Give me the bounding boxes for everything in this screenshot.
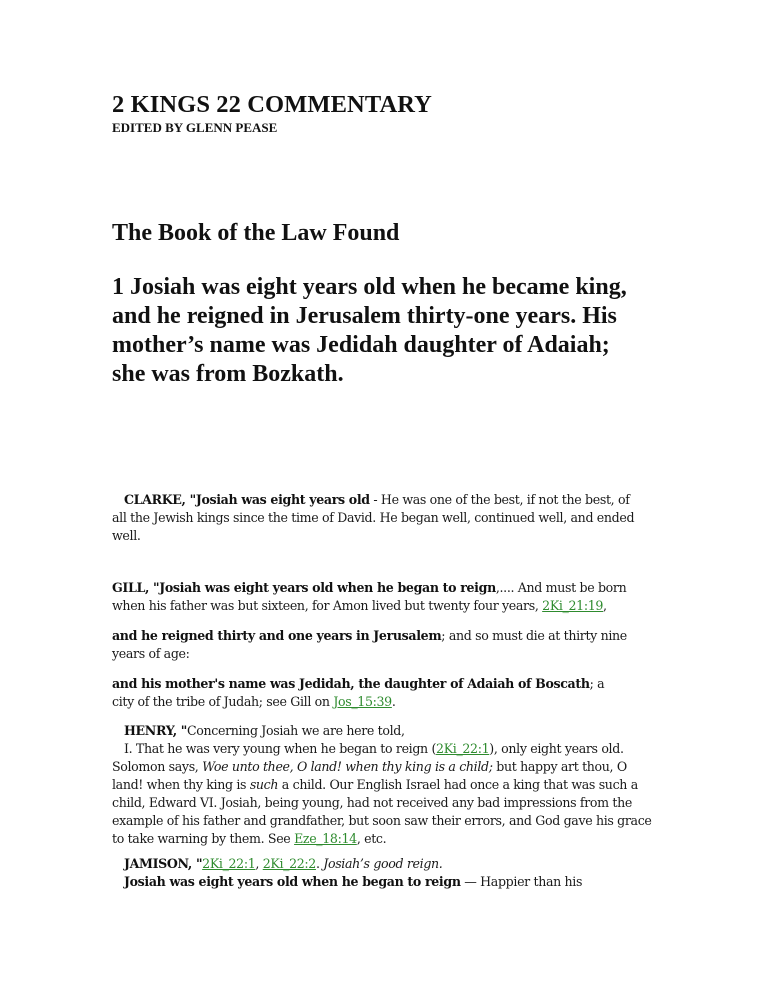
clarke-line: all the Jewish kings since the time of David. He began well, continued well, and ended (112, 510, 635, 525)
henry-emphasis: such (249, 777, 279, 792)
henry-line: example of his father and grandfather, but soon saw their errors, and God gave his grace (112, 813, 652, 828)
gill-line (112, 675, 657, 693)
henry-label: HENRY, " (124, 723, 187, 738)
scripture-link[interactable]: Jos_15:39 (333, 694, 392, 709)
verse-line: and he reigned in Jerusalem thirty-one years. His (112, 303, 617, 329)
gill-commentary-1 (112, 579, 657, 615)
section-heading: The Book of the Law Found (112, 220, 400, 246)
gill-label: GILL, " (112, 580, 160, 595)
verse-line: mother’s name was Jedidah daughter of Adaiah; (112, 332, 610, 358)
scripture-link[interactable]: Eze_18:14 (294, 831, 357, 846)
henry-line (112, 740, 657, 758)
gill-text: city of the tribe of Judah; see Gill on (112, 694, 334, 709)
henry-text: but happy art thou, O (492, 759, 627, 774)
punctuation: . (391, 694, 396, 709)
clarke-line: well. (112, 528, 141, 543)
henry-text: land! when thy king is (112, 777, 250, 792)
henry-text: Solomon says, (112, 759, 203, 774)
scripture-link[interactable]: 2Ki_22:1 (202, 856, 256, 871)
gill-lemma: and his mother's name was Jedidah, the daughter of Adaiah of Boscath (112, 676, 590, 691)
gill-text: ; and so must die at thirty nine (441, 628, 627, 643)
jamison-line (112, 855, 657, 873)
jamison-text: — Happier than his (460, 874, 583, 889)
gill-text: when his father was but sixteen, for Amon lived but twenty four years, (112, 598, 543, 613)
punctuation: , (603, 598, 607, 613)
gill-line (112, 693, 657, 711)
henry-line (112, 830, 657, 848)
jamison-label: JAMISON, " (124, 856, 203, 871)
clarke-commentary (112, 491, 657, 545)
document-subtitle: EDITED BY GLENN PEASE (112, 120, 278, 135)
gill-line (112, 579, 657, 597)
henry-text: , etc. (356, 831, 387, 846)
scripture-link[interactable]: 2Ki_22:1 (436, 741, 490, 756)
henry-line (112, 722, 657, 740)
gill-commentary-2 (112, 627, 657, 663)
gill-lemma: and he reigned thirty and one years in Jerusalem (112, 628, 442, 643)
henry-line (112, 776, 657, 794)
scripture-link[interactable]: 2Ki_21:19 (542, 598, 604, 613)
henry-quote: Woe unto thee, O land! when thy king is a child; (202, 759, 493, 774)
jamison-commentary (112, 855, 657, 891)
henry-line: child, Edward VI. Josiah, being young, had not received any bad impressions from the (112, 795, 632, 810)
henry-text: ), only eight years old. (489, 741, 624, 756)
clarke-line (112, 491, 657, 509)
scripture-link[interactable]: 2Ki_22:2 (262, 856, 316, 871)
document-title: 2 KINGS 22 COMMENTARY (112, 91, 432, 118)
gill-line (112, 627, 657, 645)
gill-commentary-3 (112, 675, 657, 711)
verse-text (112, 273, 672, 389)
jamison-lemma: Josiah was eight years old when he began to reign (124, 874, 461, 889)
henry-text: Concerning Josiah we are here told, (186, 723, 405, 738)
henry-text: a child. Our English Israel had once a king that was such a (278, 777, 638, 792)
gill-text: ,.... And must be born (495, 580, 627, 595)
henry-text: to take warning by them. See (112, 831, 295, 846)
punctuation: , (255, 856, 263, 871)
henry-line (112, 758, 657, 776)
gill-line: years of age: (112, 646, 190, 661)
clarke-text: - He was one of the best, if not the best, of (369, 492, 630, 507)
verse-line: she was from Bozkath. (112, 361, 344, 387)
gill-lemma: Josiah was eight years old when he began to reign (159, 580, 496, 595)
verse-line: 1 Josiah was eight years old when he became king, (112, 274, 627, 300)
gill-line (112, 597, 657, 615)
henry-commentary (112, 722, 657, 848)
jamison-line (112, 873, 657, 891)
clarke-lemma: Josiah was eight years old (195, 492, 370, 507)
jamison-heading: Josiah’s good reign. (323, 856, 443, 871)
punctuation: . (315, 856, 324, 871)
gill-text: ; a (589, 676, 605, 691)
henry-text: I. That he was very young when he began to reign ( (124, 741, 437, 756)
clarke-label: CLARKE, " (124, 492, 196, 507)
